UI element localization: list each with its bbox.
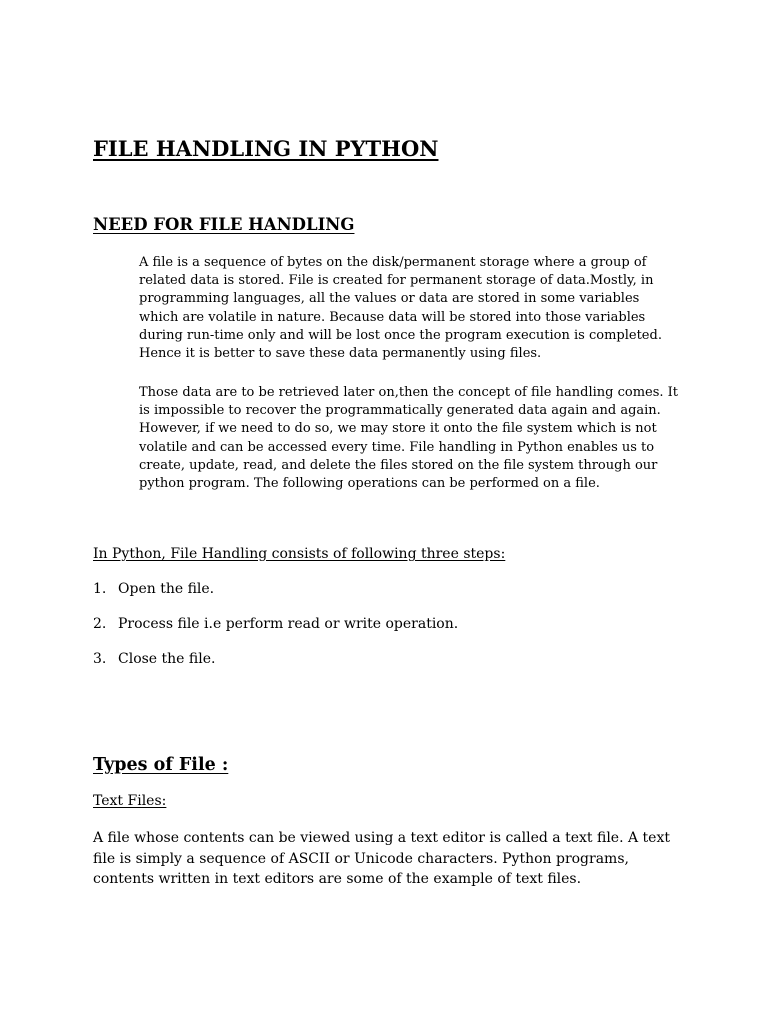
list-item-number: 1. bbox=[93, 581, 107, 597]
paragraph-intro: A file is a sequence of bytes on the disk/permanent storage where a group of related data is stored. File is created for permanent storage of data.Mostly, in programming languages, all the values or data are stored in some variables which are volatile in nature. Because data will be stored into those variables during run-time only and will be lost once the program execution is completed. Hence it is better to save these data permanently using files. bbox=[139, 255, 662, 362]
text-files-paragraph: A file whose contents can be viewed using a text editor is called a text file. A text file is simply a sequence of ASCII or Unicode characters. Python programs, contents written in text editors are some of the example of text files. bbox=[93, 830, 670, 887]
list-item-number: 3. bbox=[93, 651, 107, 667]
steps-intro: In Python, File Handling consists of following three steps: bbox=[93, 546, 506, 562]
types-of-file-heading: Types of File : bbox=[93, 755, 229, 775]
steps-list bbox=[93, 581, 458, 686]
list-item bbox=[93, 581, 458, 616]
list-item-number: 2. bbox=[93, 616, 107, 632]
list-item-text: Close the file. bbox=[118, 651, 216, 667]
list-item-text: Open the file. bbox=[118, 581, 215, 597]
section-heading-need: NEED FOR FILE HANDLING bbox=[93, 215, 355, 234]
list-item-text: Process file i.e perform read or write operation. bbox=[118, 616, 459, 632]
paragraph-retrieval: Those data are to be retrieved later on,then the concept of file handling comes. It is impossible to recover the programmatically generated data again and again. However, if we need to do so, we may store it onto the file system which is not volatile and can be accessed every time. File handling in Python enables us to create, update, read, and delete the files stored on the file system through our python program. The following operations can be performed on a file. bbox=[139, 385, 679, 492]
list-item bbox=[93, 616, 458, 651]
list-item bbox=[93, 651, 458, 686]
text-files-heading: Text Files: bbox=[93, 793, 167, 809]
document-title: FILE HANDLING IN PYTHON bbox=[93, 136, 439, 161]
